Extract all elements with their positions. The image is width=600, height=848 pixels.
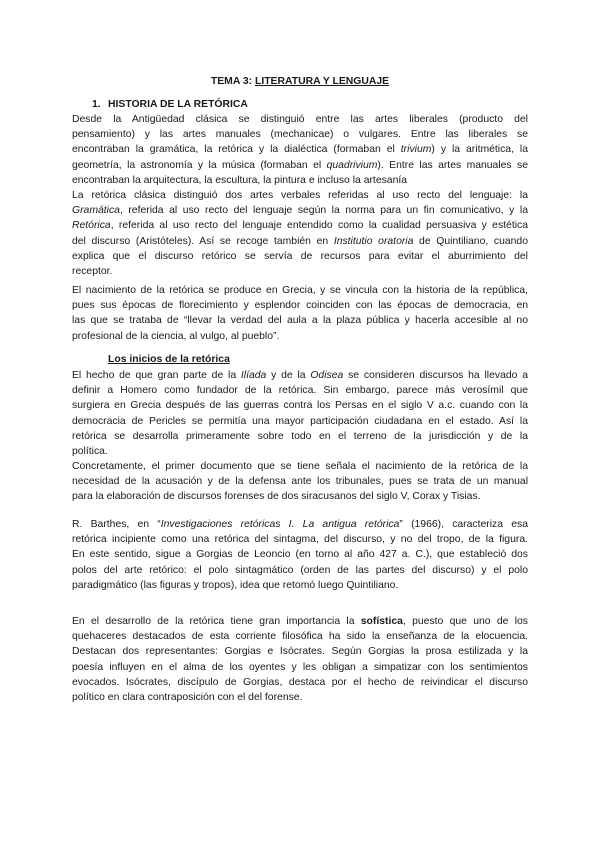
paragraph-6 xyxy=(72,517,528,593)
text-line: receptor. xyxy=(72,265,113,277)
section-heading xyxy=(92,99,248,110)
text-line: necesidad de la acusación y de la defensa ante los tribunales, pues se trata de un manual xyxy=(72,476,528,488)
text-line: política. xyxy=(72,445,108,457)
title-main: LITERATURA Y LENGUAJE xyxy=(254,76,390,87)
paragraph-2 xyxy=(72,188,528,279)
text-line: Gramática, referida al uso recto del lenguaje según la norma para un fin comunicativo, y la xyxy=(72,205,528,217)
text-line: surgiera en Grecia después de las guerras contra los Persas en el siglo V a.c. cuando con la xyxy=(72,400,528,412)
emphasis-quadrivium: quadrivium xyxy=(326,159,378,171)
text-line: retórica incipiente como una retórica del sintagma, del discurso, y no del tropo, de la figura. xyxy=(72,534,528,546)
text-line: La retórica clásica distinguió dos artes verbales referidas al uso recto del lenguaje: la xyxy=(72,190,528,201)
text-line: Retórica, referida al uso recto del lenguaje entendido como la cualidad persuasiva y estética xyxy=(72,220,528,232)
text-line: las que se trataba de “llevar la verdad del aula a la plaza pública y hacerla accesible al no xyxy=(72,315,528,327)
text-line: Concretamente, el primer documento que se tiene señala el nacimiento de la retórica de la xyxy=(72,461,528,472)
text-line: geometría, la astronomía y la música (formaban el quadrivium). Entre las artes manuales se xyxy=(72,159,528,171)
page-title xyxy=(0,76,600,87)
text-line: Destacan dos representantes: Gorgias e Isócrates. Según Gorgias la prosa estilizada y la xyxy=(72,646,528,658)
paragraph-4 xyxy=(72,368,528,459)
text-line: polos del arte retórico: el polo sintagmático (orden de las partes del discurso) y el polo xyxy=(72,564,528,576)
emphasis-retorica: Retórica xyxy=(72,220,111,232)
emphasis-institutio: Institutio oratoria xyxy=(333,235,414,247)
text-line: político en clara contraposición con el del forense. xyxy=(72,691,303,703)
paragraph-5 xyxy=(72,459,528,505)
text-line: R. Barthes, en “Investigaciones retóricas I. La antigua retórica” (1966), caracteriza esa xyxy=(72,519,528,530)
emphasis-odisea: Odisea xyxy=(310,370,344,381)
text-line: encontraban la gramática, la retórica y la dialéctica (formaban el trivium) y la aritmética, la xyxy=(72,144,528,156)
text-line: explica que el discurso retórico se servía de recursos para evitar el aburrimiento del xyxy=(72,250,528,262)
text-line: Desde la Antigüedad clásica se distinguió entre las artes liberales (producto del xyxy=(72,114,528,125)
text-line: del discurso (Aristóteles). Así se recoge también en Institutio oratoria de Quintiliano, cuando xyxy=(72,235,528,247)
paragraph-1 xyxy=(72,112,528,188)
text-line: profesional de la ciencia, al vulgo, al pueblo”. xyxy=(72,330,280,342)
emphasis-iliada: Ilíada xyxy=(240,370,267,381)
emphasis-trivium: trivium xyxy=(400,144,432,156)
text-line: paradigmático (las figuras y tropos), idea que retomó luego Quintiliano. xyxy=(72,579,399,591)
text-line: El nacimiento de la retórica se produce en Grecia, y se vincula con la historia de la república, xyxy=(72,285,528,296)
subsection-heading: Los inicios de la retórica xyxy=(108,354,230,365)
emphasis-barthes-title: Investigaciones retóricas I. La antigua retórica xyxy=(160,519,400,530)
text-line: democracia de Pericles se permitía una mayor participación ciudadana en el estado. Así la xyxy=(72,415,528,427)
text-line: retórica se desarrolla primeramente sobre todo en el terreno de la jurisdicción y de la xyxy=(72,430,528,442)
text-line: poesía influyen en el alma de los oyentes y les obligan a simpatizar con los sentimientos xyxy=(72,661,528,673)
title-prefix: TEMA 3: xyxy=(210,76,255,87)
text-line: evocados. Isócrates, discípulo de Gorgias, destaca por el hecho de reivindicar el discurso xyxy=(72,676,528,688)
text-line: En este sentido, sigue a Gorgias de Leoncio (en torno al año 427 a. C.), que estableció dos xyxy=(72,549,528,561)
text-line: El hecho de que gran parte de la Ilíada y de la Odisea se consideren discursos ha llevado a xyxy=(72,370,528,381)
section-number: 1. xyxy=(92,99,101,110)
text-line: definir a Homero como fundador de la retórica. Sin embargo, parece más verosímil que xyxy=(72,385,528,397)
text-line: En el desarrollo de la retórica tiene gran importancia la sofística, puesto que uno de los xyxy=(72,616,528,627)
paragraph-7 xyxy=(72,614,528,705)
bold-sofistica: sofística xyxy=(360,616,403,627)
text-line: para la elaboración de discursos forenses de dos siracusanos del siglo V, Corax y Tisias. xyxy=(72,491,481,503)
emphasis-gramatica: Gramática xyxy=(72,205,120,217)
text-line: pensamiento) y las artes manuales (mechanicae) o vulgares. Entre las liberales se xyxy=(72,129,528,141)
text-line: encontraban la arquitectura, la escultura, la pintura e incluso la artesanía xyxy=(72,174,408,186)
text-line: quehaceres destacados de esta corriente filosófica ha sido la enseñanza de la elocuencia. xyxy=(72,631,528,643)
text-line: pues sus épocas de florecimiento y esplendor coinciden con las épocas de democracia, en xyxy=(72,300,528,312)
paragraph-3 xyxy=(72,283,528,344)
section-title: HISTORIA DE LA RETÓRICA xyxy=(108,99,248,110)
